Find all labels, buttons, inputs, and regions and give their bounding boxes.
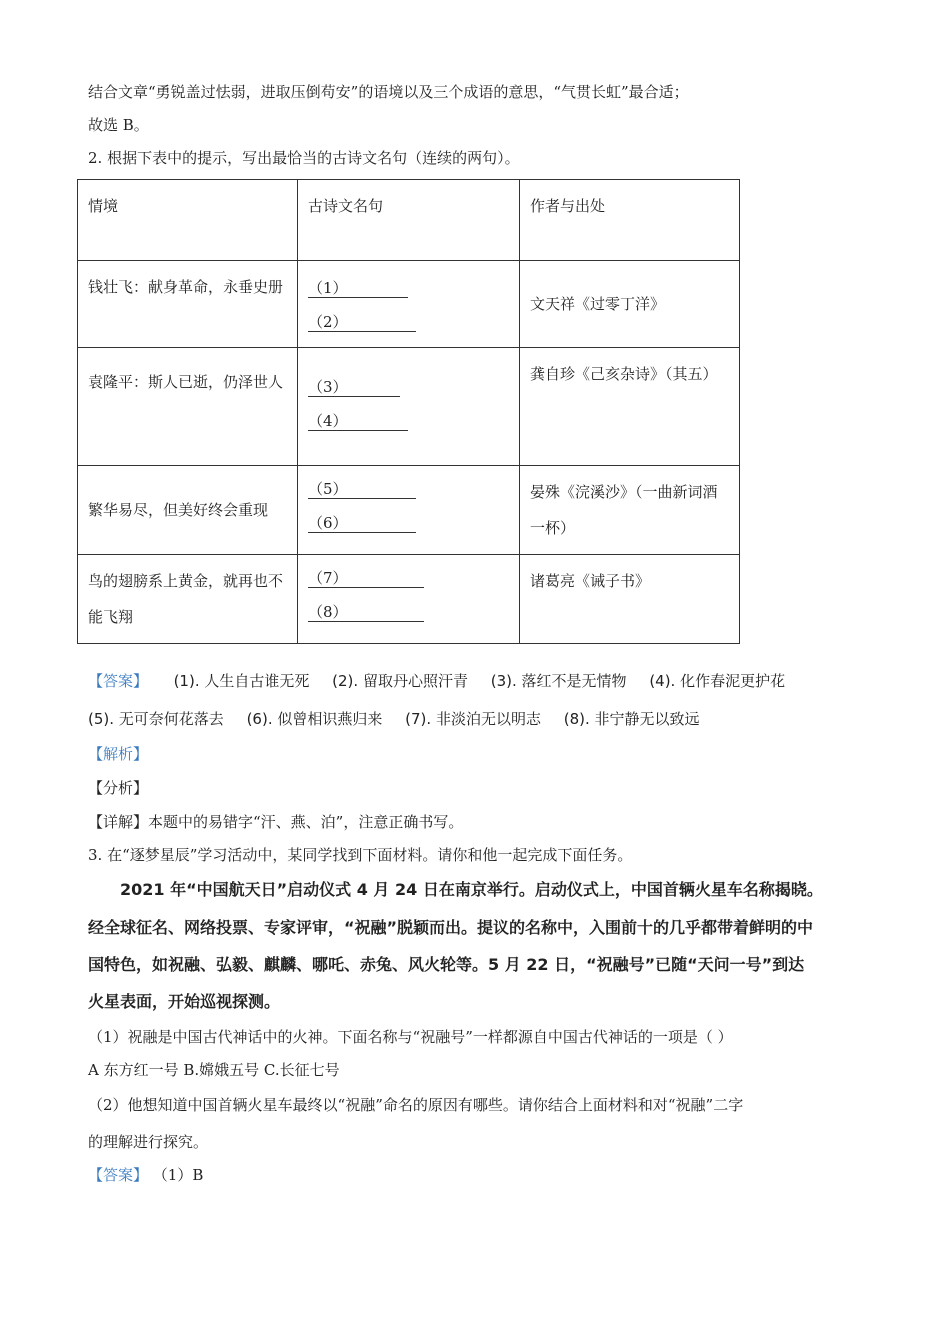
blank-4[interactable]: （4） xyxy=(308,412,408,431)
q3-answer-tag: 【答案】 xyxy=(88,1166,149,1184)
row-blanks xyxy=(298,348,520,466)
blank-7[interactable]: （7） xyxy=(308,569,424,588)
row-context: 钱壮飞：献身革命，永垂史册 xyxy=(78,261,298,348)
row-source: 诸葛亮《诫子书》 xyxy=(520,555,740,644)
intro-line-1: 结合文章“勇锐盖过怯弱，进取压倒苟安”的语境以及三个成语的意思，“气贯长虹”最合适； xyxy=(88,83,689,101)
answer-2: (2). 留取丹心照汗青 xyxy=(332,672,468,690)
q3-sub1: （1）祝融是中国古代神话中的火神。下面名称与“祝融号”一样都源自中国古代神话的一项是（ ） xyxy=(88,1028,733,1046)
table-row xyxy=(78,261,740,348)
blank-5[interactable]: （5） xyxy=(308,480,416,499)
passage-line-2: 经全球征名、网络投票、专家评审，“祝融”脱颖而出。提议的名称中，入围前十的几乎都带着鲜明的中 xyxy=(88,918,814,937)
q3-title: 3. 在“逐梦星辰”学习活动中，某同学找到下面材料。请你和他一起完成下面任务。 xyxy=(88,846,633,864)
row-source: 晏殊《浣溪沙》（一曲新词酒一杯） xyxy=(520,466,740,555)
q3-options: A 东方红一号 B.嫦娥五号 C.长征七号 xyxy=(88,1061,340,1079)
answer-tag: 【答案】 xyxy=(88,672,149,690)
detail-text: 【详解】本题中的易错字“汗、燕、泊”，注意正确书写。 xyxy=(88,813,464,831)
row-blanks xyxy=(298,261,520,348)
intro-line-2: 故选 B。 xyxy=(88,116,149,134)
passage-line-1: 2021 年“中国航天日”启动仪式 4 月 24 日在南京举行。启动仪式上，中国首辆火星车名称揭晓。 xyxy=(120,880,823,899)
q2-answer-line-2 xyxy=(88,709,700,729)
table-header-row xyxy=(78,180,740,261)
row-blanks xyxy=(298,466,520,555)
table-row xyxy=(78,466,740,555)
answer-1: (1). 人生自古谁无死 xyxy=(173,672,310,690)
analysis-tag: 【解析】 xyxy=(88,745,149,763)
table-row xyxy=(78,555,740,644)
q3-sub2-line-2: 的理解进行探究。 xyxy=(88,1133,209,1151)
q2-answer-line-1 xyxy=(88,671,785,691)
row-context: 繁华易尽，但美好终会重现 xyxy=(78,466,298,555)
answer-4: (4). 化作春泥更护花 xyxy=(649,672,786,690)
header-poem: 古诗文名句 xyxy=(298,180,520,261)
header-source: 作者与出处 xyxy=(520,180,740,261)
row-blanks xyxy=(298,555,520,644)
table-row xyxy=(78,348,740,466)
answer-6: (6). 似曾相识燕归来 xyxy=(246,710,383,728)
blank-8[interactable]: （8） xyxy=(308,603,424,622)
row-context: 袁隆平：斯人已逝，仍泽世人 xyxy=(78,348,298,466)
row-source: 龚自珍《己亥杂诗》（其五） xyxy=(520,348,740,466)
q2-title: 2. 根据下表中的提示，写出最恰当的古诗文名句（连续的两句）。 xyxy=(88,149,520,167)
row-context: 鸟的翅膀系上黄金，就再也不能飞翔 xyxy=(78,555,298,644)
blank-6[interactable]: （6） xyxy=(308,514,416,533)
answer-5: (5). 无可奈何花落去 xyxy=(88,710,224,728)
q3-sub2-line-1: （2）他想知道中国首辆火星车最终以“祝融”命名的原因有哪些。请你结合上面材料和对“祝融”二字 xyxy=(88,1096,744,1114)
poem-table xyxy=(77,179,740,644)
passage-line-3: 国特色，如祝融、弘毅、麒麟、哪吒、赤兔、风火轮等。5 月 22 日，“祝融号”已随“天问一号”到达 xyxy=(88,955,805,974)
answer-8: (8). 非宁静无以致远 xyxy=(563,710,700,728)
answer-7: (7). 非淡泊无以明志 xyxy=(405,710,541,728)
blank-1[interactable]: （1） xyxy=(308,279,408,298)
header-context: 情境 xyxy=(78,180,298,261)
q3-answer-text: （1）B xyxy=(152,1166,204,1184)
blank-3[interactable]: （3） xyxy=(308,378,400,397)
q3-answer xyxy=(88,1165,203,1185)
blank-2[interactable]: （2） xyxy=(308,313,416,332)
answer-3: (3). 落红不是无情物 xyxy=(490,672,627,690)
fenxi-tag: 【分析】 xyxy=(88,779,149,797)
passage-line-4: 火星表面，开始巡视探测。 xyxy=(88,992,281,1011)
row-source: 文天祥《过零丁洋》 xyxy=(520,261,740,348)
